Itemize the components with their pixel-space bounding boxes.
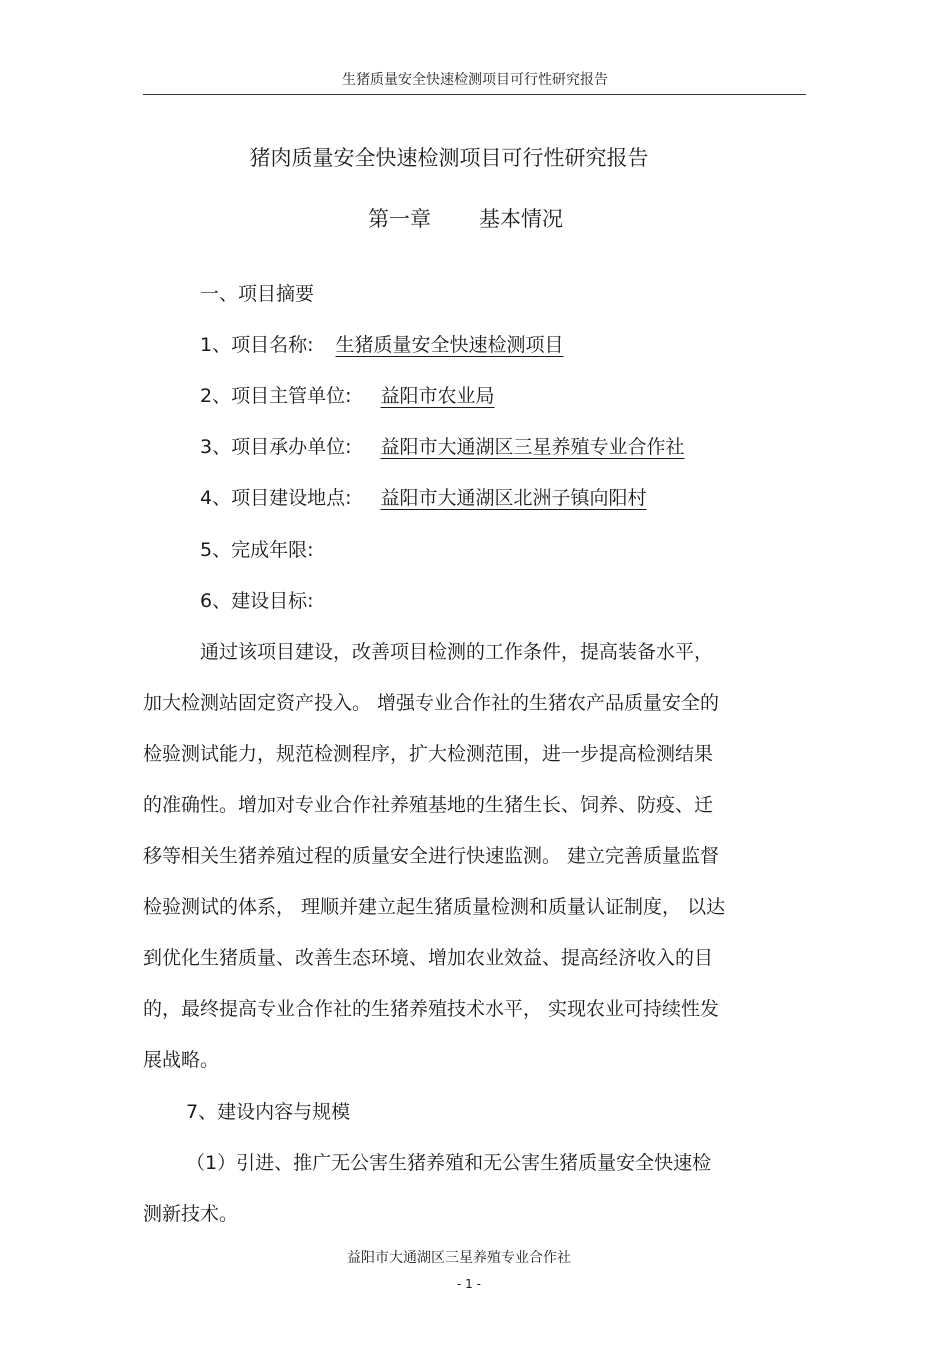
chapter-heading <box>368 203 563 233</box>
item-value: 生猪质量安全快速检测项目 <box>335 334 564 356</box>
page-number: - 1 - <box>457 1277 481 1291</box>
paragraph-line: 展战略。 <box>143 1049 220 1071</box>
running-footer: 益阳市大通湖区三星养殖专业合作社 <box>347 1250 571 1266</box>
item-construction-goal: 6、建设目标: <box>200 590 314 612</box>
item-location <box>200 483 661 510</box>
item-supervisor <box>200 381 503 408</box>
chapter-name: 基本情况 <box>479 207 563 231</box>
paragraph-line: 检验测试能力，规范检测程序，扩大检测范围，进一步提高检测结果 <box>143 743 714 765</box>
paragraph-line: 的准确性。增加对专业合作社养殖基地的生猪生长、饲养、防疫、迁 <box>143 794 714 816</box>
item-value: 益阳市大通湖区北洲子镇向阳村 <box>380 487 647 509</box>
chapter-number: 第一章 <box>368 207 431 231</box>
paragraph-line: 的，最终提高专业合作社的生猪养殖技术水平， 实现农业可持续性发 <box>143 998 720 1020</box>
paragraph-line: 到优化生猪质量、改善生态环境、增加农业效益、提高经济收入的目 <box>143 947 714 969</box>
sub-item-line: 测新技术。 <box>143 1203 239 1225</box>
paragraph-line: 移等相关生猪养殖过程的质量安全进行快速监测。 建立完善质量监督 <box>143 845 720 867</box>
paragraph-line: 检验测试的体系， 理顺并建立起生猪质量检测和质量认证制度， 以达 <box>143 896 726 918</box>
paragraph-line: 加大检测站固定资产投入。 增强专业合作社的生猪农产品质量安全的 <box>143 692 720 714</box>
item-construction-scale: 7、建设内容与规模 <box>186 1101 351 1123</box>
document-title: 猪肉质量安全快速检测项目可行性研究报告 <box>249 146 649 170</box>
item-undertaker <box>200 432 709 459</box>
running-header: 生猪质量安全快速检测项目可行性研究报告 <box>342 72 608 88</box>
item-completion-period: 5、完成年限: <box>200 539 314 561</box>
paragraph-line: 通过该项目建设，改善项目检测的工作条件，提高装备水平， <box>200 641 714 663</box>
item-label: 2、项目主管单位: <box>200 385 352 407</box>
item-label: 1、项目名称: <box>200 334 314 356</box>
item-value: 益阳市大通湖区三星养殖专业合作社 <box>380 436 685 458</box>
item-project-name <box>200 330 580 357</box>
header-rule <box>143 94 806 95</box>
item-label: 4、项目建设地点: <box>200 487 352 509</box>
item-label: 3、项目承办单位: <box>200 436 352 458</box>
section-heading-summary: 一、项目摘要 <box>200 283 315 305</box>
sub-item-line: （1）引进、推广无公害生猪养殖和无公害生猪质量安全快速检 <box>186 1152 712 1174</box>
item-value: 益阳市农业局 <box>380 385 495 407</box>
